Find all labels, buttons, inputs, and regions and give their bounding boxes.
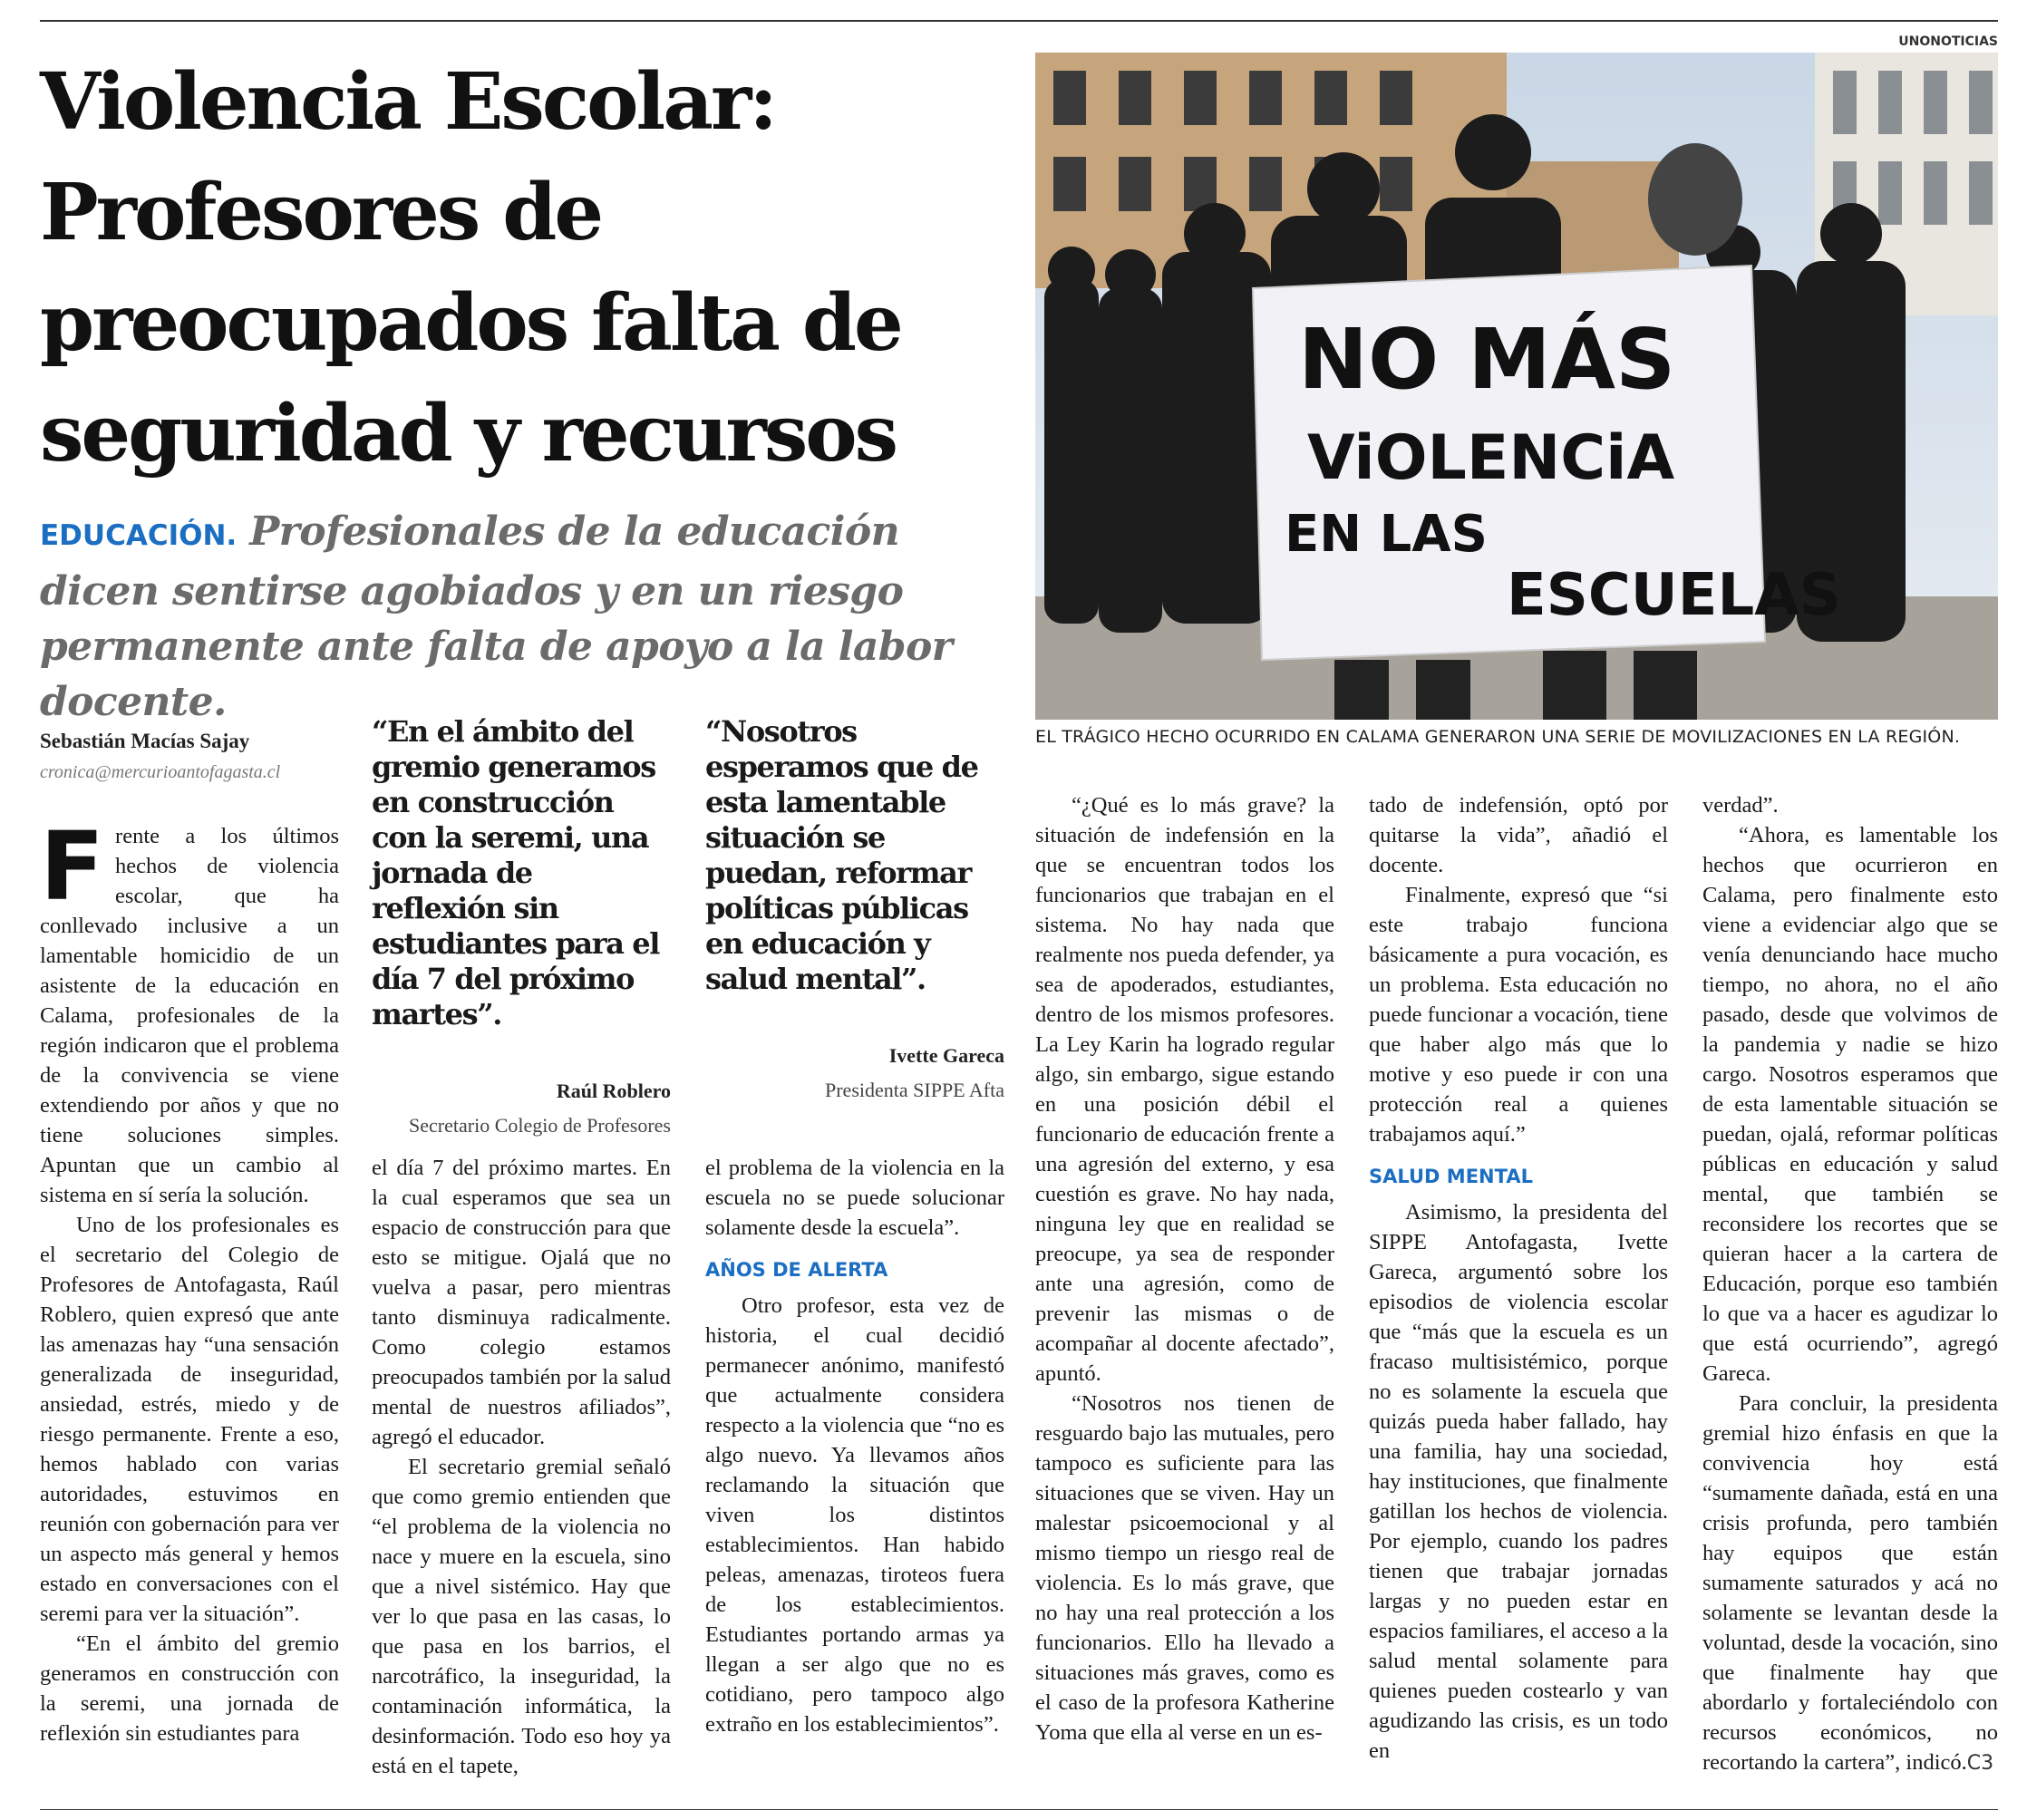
body-paragraph: “Nosotros nos tienen de resguardo bajo las mutuales, pero tampoco es suficiente para las situaciones que se viven. Hay un malestar psicoemocional y al mismo tiempo un riesgo real de violencia. Es lo más grave, que no hay una real protección a los funcionarios. Ello ha llevado a situaciones más graves, como es el caso de la profesora Katherine Yoma que ella al verse en un es- <box>1035 1391 1334 1745</box>
body-paragraph: el problema de la violencia en la escuela no se puede solucionar solamente desde la escuela”. <box>705 1156 1004 1240</box>
body-paragraph: Asimismo, la presidenta del SIPPE Antofagasta, Ivette Gareca, argumentó sobre los episodios de violencia escolar que “más que la escuela es un fracaso multisistémico, porque no es solamente la escuela que quizás pueda haber fallado, hay una familia, hay una sociedad, hay instituciones, que finalmente gatillan los hechos de violencia. Por ejemplo, cuando los padres tienen que trabajar jornadas largas y no pueden estar en espacios familiares, el acceso a la salud mental solamente para quienes pueden costearlo y van agudizando las crisis, es un todo en <box>1369 1200 1668 1763</box>
body-paragraph: Uno de los profesionales es el secretario del Colegio de Profesores de Antofagasta, Raúl Roblero, quien expresó que ante las amenazas hay “una sensación generalizada de inseguridad, ansiedad, estrés, miedo y de riesgo permanente. Frente a eso, hemos hablado con varias autoridades, estuvimos en reunión con gobernación para ver un aspecto más general y hemos estado en conversaciones con el seremi para ver la situación”. <box>40 1213 339 1626</box>
drop-cap: F <box>40 811 105 922</box>
section-kicker: EDUCACIÓN. <box>40 519 238 552</box>
sign-text-4: ESCUELAS <box>1507 562 1841 629</box>
body-column-4 <box>1035 790 1334 1747</box>
lead-paragraph-text: rente a los últimos hechos de violencia escolar, que ha conllevado inclusive a un lamentable homicidio de un asistente de la educación en Calama, profesionales de la región indicaron que el problema de la convivencia se viene extendiendo por años y que no tiene soluciones simples. Apuntan que un cambio al sistema en sí sería la solución. <box>40 824 339 1207</box>
body-paragraph: El secretario gremial señaló que como gremio entienden que “el problema de la violencia no nace y muere en la escuela, sino que a nivel sistémico. Hay que ver lo que pasa en las casas, lo que pasa en los barrios, el narcotráfico, la inseguridad, la contaminación informática, la desinformación. Todo eso hoy ya está en el tapete, <box>372 1455 671 1778</box>
protest-photo-illustration <box>1035 53 1998 720</box>
sign-text-2: ViOLENCiA <box>1307 422 1675 494</box>
photo-caption: EL TRÁGICO HECHO OCURRIDO EN CALAMA GENERARON UNA SERIE DE MOVILIZACIONES EN LA REGIÓN. <box>1035 727 1961 747</box>
deck-text: Profesionales de la educación dicen sentirse agobiados y en un riesgo permanente ante falta de apoyo a la labor docente. <box>40 508 953 725</box>
subhead-salud-mental: SALUD MENTAL <box>1369 1166 1533 1187</box>
byline <box>40 730 339 783</box>
body-paragraph: Finalmente, expresó que “si este trabajo funciona básicamente a pura vocación, es un problema. Esta educación no puede funcionar a vocación, tiene que haber algo más que lo motive y eso puede ir con una protección real a quienes trabajamos aquí.” <box>1369 883 1668 1147</box>
pull-quote-text: “En el ámbito del gremio generamos en construcción con la seremi, una jornada de reflexión sin estudiantes para el día 7 del próximo martes”. <box>372 714 660 1031</box>
top-rule <box>40 20 1998 22</box>
pull-quote-role: Secretario Colegio de Profesores <box>409 1114 671 1137</box>
body-paragraph: verdad”. <box>1702 793 1779 818</box>
pull-quote-role: Presidenta SIPPE Afta <box>825 1079 1004 1101</box>
lead-paragraph <box>40 811 339 1210</box>
closing-paragraph <box>1702 1389 1998 1778</box>
photo-credit: UNONOTICIAS <box>1898 34 1998 49</box>
pull-quote-text: “Nosotros esperamos que de esta lamentable situación se puedan, reformar políticas públicas en educación y salud mental”. <box>705 714 978 996</box>
deck <box>40 504 1001 730</box>
subhead-anos-de-alerta: AÑOS DE ALERTA <box>705 1259 888 1281</box>
body-column-5 <box>1369 790 1668 1766</box>
body-paragraph: Otro profesor, esta vez de historia, el cual decidió permanecer anónimo, manifestó que actualmente considera respecto a la violencia que “no es algo nuevo. Ya llevamos años reclamando la situación que viven los distintos establecimientos. Han habido peleas, amenazas, tiroteos fuera de los establecimientos. Estudiantes portando armas ya llegan a ser algo que no es cotidiano, pero tampoco algo extraño en los establecimientos”. <box>705 1293 1004 1737</box>
body-paragraph: “En el ámbito del gremio generamos en construcción con la seremi, una jornada de reflexión sin estudiantes para <box>40 1631 339 1746</box>
pull-quote-roblero <box>372 714 671 1138</box>
body-column-6 <box>1702 790 1998 1778</box>
pull-quote-gareca <box>705 714 1004 1102</box>
sign-text-3: EN LAS <box>1285 505 1488 564</box>
headline: Violencia Escolar: Profesores de preocupados falta de seguridad y recursos <box>40 56 901 479</box>
pull-quote-name: Raúl Roblero <box>556 1079 671 1102</box>
body-paragraph: el día 7 del próximo martes. En la cual esperamos que sea un espacio de construcción para que esto se mitigue. Ojalá que no vuelva a pasar, pero mientras tanto disminuya radicalmente. Como colegio estamos preocupados también por la salud mental de nuestros afiliados”, agregó el educador. <box>372 1156 671 1449</box>
closing-paragraph-text: Para concluir, la presidenta gremial hizo énfasis en que la convivencia hoy está “sumamente dañada, está en una crisis profunda, pero también hay equipos que están sumamente saturados y acá no solamente se levantan desde la voluntad, desde la vocación, sino que finalmente hay que abordarlo y fortaleciéndolo con recursos económicos, no recortando la cartera”, indicó. <box>1702 1391 1998 1775</box>
black-balloon <box>1648 143 1742 256</box>
author-email[interactable]: cronica@mercurioantofagasta.cl <box>40 762 281 782</box>
body-column-2 <box>372 1153 671 1781</box>
body-paragraph: “¿Qué es lo más grave? la situación de indefensión en la que se encuentran todos los funcionarios que trabajan en el sistema. No hay nada que realmente nos pueda defender, ya sea de apoderados, estudiantes, dentro de los mismos profesores. La Ley Karin ha logrado regular algo, sin embargo, sigue estando en una posición débil el funcionario de educación frente a una agresión del externo, y esa cuestión es grave. No hay nada, ninguna ley que en realidad se preocupe, ya sea de responder ante una agresión, como de prevenir las mismas o de acompañar al docente afectado”, apuntó. <box>1035 793 1334 1386</box>
body-column-3 <box>705 1153 1004 1739</box>
bottom-rule <box>40 1809 1998 1810</box>
protest-photo <box>1035 53 1998 720</box>
body-paragraph: tado de indefensión, optó por quitarse la vida”, añadió el docente. <box>1369 793 1668 877</box>
sign-text-1: NO MÁS <box>1298 311 1676 408</box>
end-mark-icon: C3 <box>1966 1752 1994 1775</box>
author-name: Sebastián Macías Sajay <box>40 730 250 752</box>
body-paragraph: “Ahora, es lamentable los hechos que ocurrieron en Calama, pero finalmente esto viene a evidenciar algo que se venía denunciando hace mucho tiempo, no ahora, no el año pasado, desde que volvimos de la pandemia y nadie se hizo cargo. Nosotros esperamos que de esta lamentable situación se puedan, ojalá, reformar políticas públicas en educación y salud mental, que también se reconsidere los recortes que se quieran hacer a la cartera de Educación, porque eso también lo que va a hacer es agudizar lo que está ocurriendo”, agregó Gareca. <box>1702 823 1998 1386</box>
body-column-1 <box>40 811 339 1748</box>
pull-quote-name: Ivette Gareca <box>888 1044 1004 1067</box>
